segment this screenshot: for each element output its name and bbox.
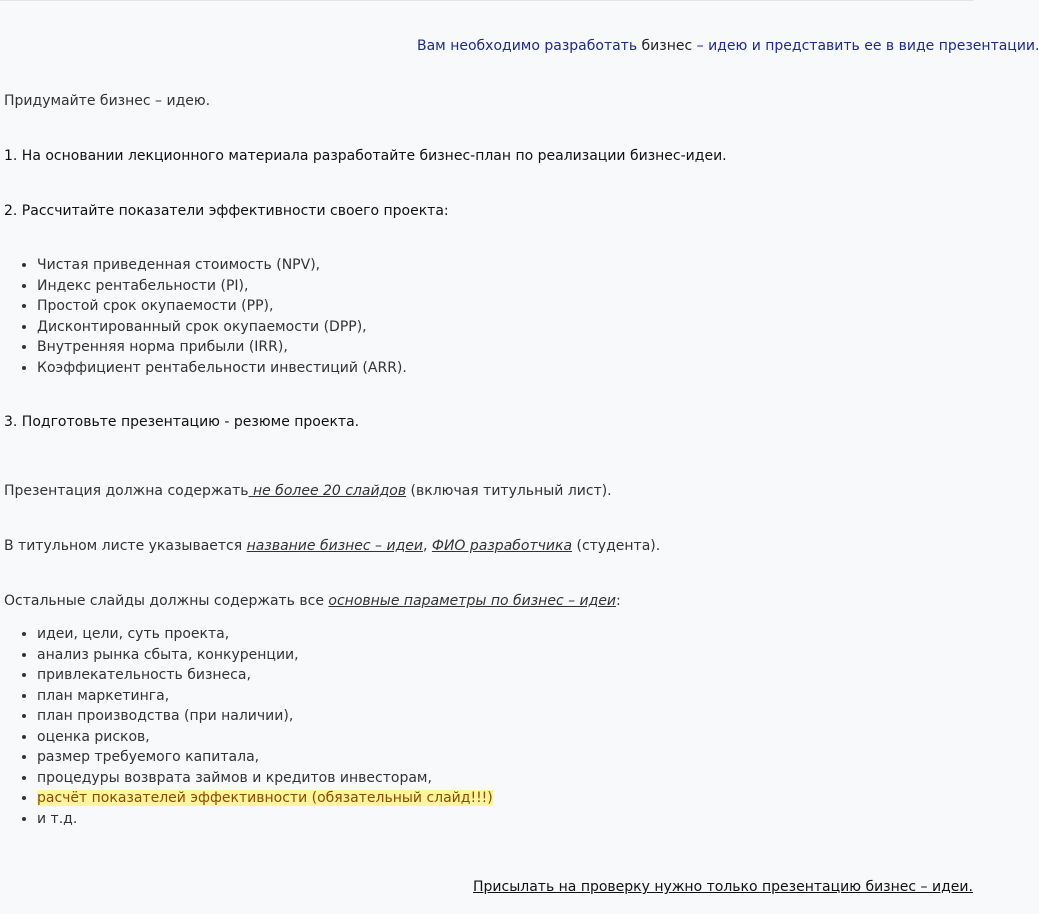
title-sheet-separator: , [423, 538, 432, 554]
title-sheet-after: (студента). [572, 538, 661, 554]
title-sheet-emphasis-1: название бизнес – идеи [246, 538, 423, 554]
assignment-title [417, 36, 1039, 56]
title-sheet-before: В титульном листе указывается [4, 538, 247, 554]
list-item: • и т.д. [37, 809, 493, 830]
other-slides-before: Остальные слайды должны содержать все [4, 593, 329, 609]
list-item: • анализ рынка сбыта, конкуренции, [37, 645, 493, 666]
slides-limit-note [4, 481, 612, 501]
list-item: • процедуры возврата займов и кредитов инвесторам, [37, 768, 493, 789]
list-item: • Дисконтированный срок окупаемости (DPP), [37, 317, 407, 338]
list-item: • Чистая приведенная стоимость (NPV), [37, 255, 407, 276]
other-slides-emphasis: основные параметры по бизнес – идеи [328, 593, 617, 609]
intro-text: Придумайте бизнес – идею. [4, 93, 211, 109]
slides-note-after: (включая титульный лист). [406, 483, 612, 499]
list-item: • Индекс рентабельности (PI), [37, 276, 407, 297]
submission-note: Присылать на проверку нужно только презентацию бизнес – идеи. [473, 879, 973, 895]
list-item: • Простой срок окупаемости (PP), [37, 296, 407, 317]
step-1: 1. На основании лекционного материала разработайте бизнес-план по реализации бизнес-идеи. [4, 148, 727, 164]
indicators-list [4, 255, 407, 378]
list-item: • план производства (при наличии), [37, 706, 493, 727]
parameters-list [4, 624, 493, 829]
list-item: • Коэффициент рентабельности инвестиций (ARR). [37, 358, 407, 379]
list-item-highlighted [37, 788, 493, 809]
title-part-1: Вам необходимо разработать [417, 38, 638, 54]
title-part-2: бизнес [637, 38, 693, 54]
list-item: • план маркетинга, [37, 686, 493, 707]
list-item: • Внутренняя норма прибыли (IRR), [37, 337, 407, 358]
title-sheet-note [4, 536, 660, 556]
slides-note-before: Презентация должна содержать [4, 483, 249, 499]
step-3: 3. Подготовьте презентацию - резюме проекта. [4, 414, 360, 430]
other-slides-after: : [616, 593, 621, 609]
list-item: • оценка рисков, [37, 727, 493, 748]
list-item: • размер требуемого капитала, [37, 747, 493, 768]
other-slides-note [4, 591, 621, 611]
title-sheet-emphasis-2: ФИО разработчика [431, 538, 573, 554]
step-2: 2. Рассчитайте показатели эффективности своего проекта: [4, 203, 449, 219]
list-item: • идеи, цели, суть проекта, [37, 624, 493, 645]
list-item: • привлекательность бизнеса, [37, 665, 493, 686]
title-part-3: – идею и представить ее в виде презентации. [692, 38, 1039, 54]
slides-note-emphasis: не более 20 слайдов [248, 483, 407, 499]
highlighted-text: расчёт показателей эффективности (обязательный слайд!!!) [37, 790, 493, 806]
